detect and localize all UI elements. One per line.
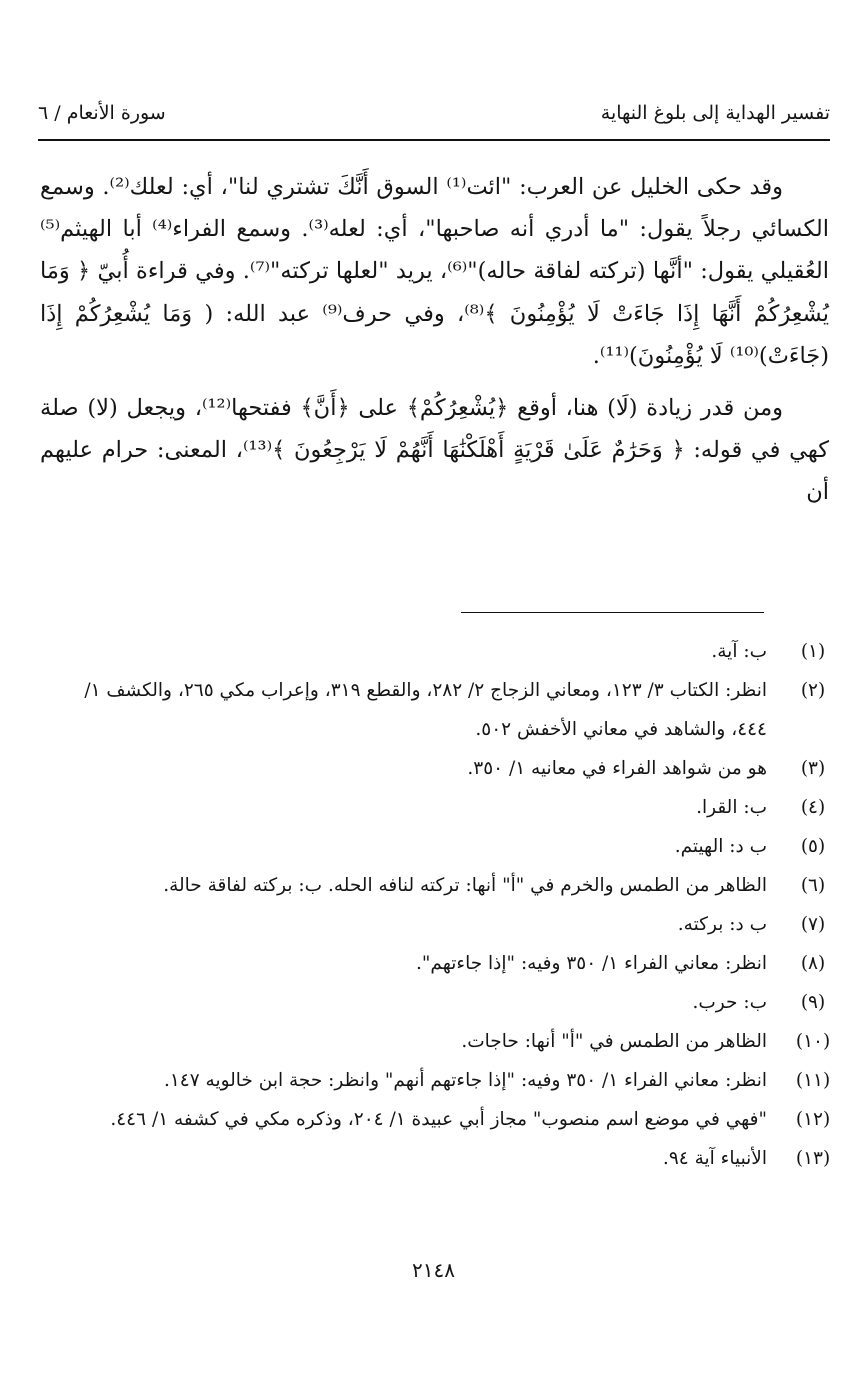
footnote-number: (٢) bbox=[800, 680, 826, 701]
footnote-text: ب د: الهيتم. bbox=[674, 836, 767, 857]
footnote-item bbox=[48, 827, 826, 866]
footnote-item bbox=[48, 1139, 831, 1178]
footnote-number: (٨) bbox=[800, 953, 826, 974]
footnote-text: انظر: معاني الفراء ١/ ٣٥٠ وفيه: "إذا جاءتهم". bbox=[416, 953, 767, 974]
footnote-item bbox=[48, 983, 826, 1022]
footnote-number: (٥) bbox=[800, 836, 826, 857]
paragraph: ومن قدر زيادة (لَا) هنا، أوقع ﴿يُشْعِرُكُمْ﴾ على ﴿أَنَّ﴾ ففتحها⁽¹²⁾، ويجعل (لا) صلة كهي في قوله: ﴿ وَحَرَٰمٌ عَلَىٰ قَرْيَةٍ أَهْلَكْنَٰهَا أَنَّهُمْ لَا يَرْجِعُونَ ﴾⁽¹³⁾، المعنى: حرام عليهم أن bbox=[40, 395, 829, 506]
page-number: ٢١٤٨ bbox=[412, 1258, 455, 1282]
footnote-item bbox=[48, 944, 826, 983]
main-text bbox=[40, 166, 829, 514]
footnote-text: انظر: معاني الفراء ١/ ٣٥٠ وفيه: "إذا جاءتهم أنهم" وانظر: حجة ابن خالويه ١٤٧. bbox=[163, 1070, 767, 1091]
footnote-number: (٤) bbox=[800, 797, 826, 818]
footnote-number: (١٣) bbox=[795, 1148, 831, 1169]
footnote-item bbox=[48, 671, 826, 749]
footnote-number: (١٠) bbox=[795, 1031, 831, 1052]
footnote-text: "فهي في موضع اسم منصوب" مجاز أبي عبيدة ١/ ٢٠٤، وذكره مكي في كشفه ١/ ٤٤٦. bbox=[110, 1109, 767, 1130]
footnote-text: انظر: الكتاب ٣/ ١٢٣، ومعاني الزجاج ٢/ ٢٨٢، والقطع ٣١٩، وإعراب مكي ٢٦٥، والكشف ١/ ٤٤٤، والشاهد في معاني الأخفش ٥٠٢. bbox=[84, 680, 767, 740]
footnote-separator bbox=[461, 612, 764, 613]
footnote-text: ب: حرب. bbox=[692, 992, 767, 1013]
paragraph: وقد حكى الخليل عن العرب: "ائت⁽¹⁾ السوق أَنَّكَ تشتري لنا"، أي: لعلك⁽²⁾. وسمع الكسائي رجلاً يقول: "ما أدري أنه صاحبها"، أي: لعله⁽³⁾. وسمع الفراء⁽⁴⁾ أبا الهيثم⁽⁵⁾ العُقيلي يقول: "أنَّها (تركته لفاقة حاله)"⁽⁶⁾، يريد "لعلها تركته"⁽⁷⁾. وفي قراءة أُبيّ ﴿ وَمَا يُشْعِرُكُمْ أَنَّهَا إِذَا جَاءَتْ لَا يُؤْمِنُونَ ﴾⁽⁸⁾، وفي حرف⁽⁹⁾ عبد الله: ( وَمَا يُشْعِرُكُمْ إِذَا (جَاءَتْ)⁽¹⁰⁾ لَا يُؤْمِنُونَ)⁽¹¹⁾. bbox=[40, 174, 829, 369]
footnote-number: (٣) bbox=[800, 758, 826, 779]
header-rule bbox=[38, 139, 830, 141]
footnote-item bbox=[48, 1100, 831, 1139]
footnotes-list bbox=[48, 632, 831, 1178]
footnote-item bbox=[48, 749, 826, 788]
footnote-item bbox=[48, 1022, 831, 1061]
footnote-item bbox=[48, 788, 826, 827]
footnote-number: (٧) bbox=[800, 914, 826, 935]
running-header bbox=[38, 96, 830, 130]
footnote-item bbox=[48, 905, 826, 944]
book-title: تفسير الهداية إلى بلوغ النهاية bbox=[600, 102, 830, 124]
footnote-text: هو من شواهد الفراء في معانيه ١/ ٣٥٠. bbox=[467, 758, 767, 779]
footnote-item bbox=[48, 866, 826, 905]
footnote-text: ب د: بركته. bbox=[677, 914, 767, 935]
footnote-item bbox=[48, 632, 826, 671]
footnote-text: ب: القرا. bbox=[696, 797, 767, 818]
footnote-number: (١٢) bbox=[795, 1109, 831, 1130]
footnote-text: الظاهر من الطمس والخرم في "أ" أنها: تركته لنافه الحله. ب: بركته لفاقة حالة. bbox=[163, 875, 767, 896]
footnote-text: الأنبياء آية ٩٤. bbox=[662, 1148, 767, 1169]
footnote-number: (٩) bbox=[800, 992, 826, 1013]
footnote-text: الظاهر من الطمس في "أ" أنها: حاجات. bbox=[461, 1031, 767, 1052]
footnote-text: ب: آية. bbox=[711, 641, 767, 662]
footnote-number: (١١) bbox=[795, 1070, 831, 1091]
footnote-number: (١) bbox=[800, 641, 826, 662]
footnote-number: (٦) bbox=[800, 875, 826, 896]
surah-label: سورة الأنعام / ٦ bbox=[38, 102, 166, 124]
footnote-item bbox=[48, 1061, 831, 1100]
